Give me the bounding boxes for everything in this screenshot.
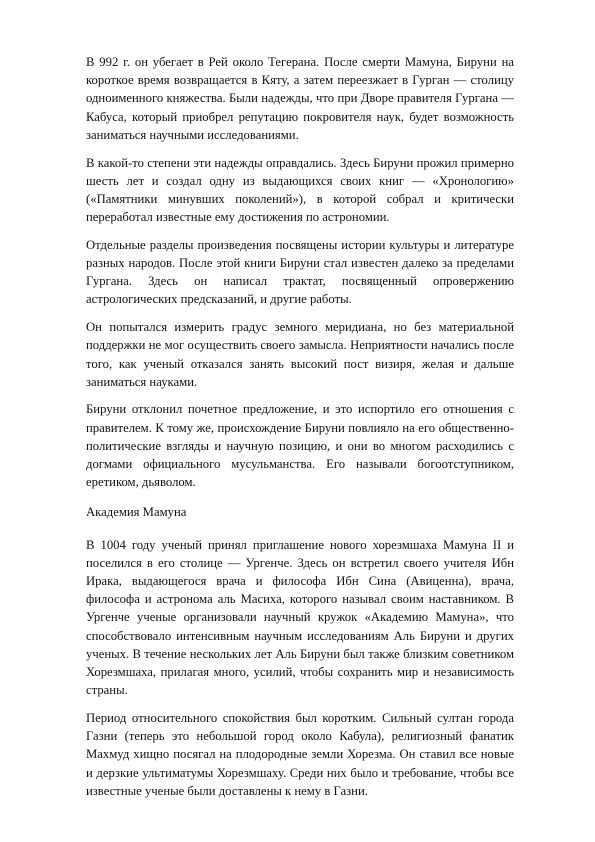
paragraph: Отдельные разделы произведения посвящены истории культуры и литературе разных народов. После этой книги Бируни стал известен далеко за пределами Гургана. Здесь он написал трактат, посвященный опровержению астрологических предсказаний, и другие работы. <box>86 237 514 307</box>
paragraph: В какой-то степени эти надежды оправдались. Здесь Бируни прожил примерно шесть лет и создал одну из выдающихся своих книг — «Хронологию» («Памятники минувших поколений»), в которой собрал и критически переработал известные ему достижения по астрономии. <box>86 155 514 225</box>
section-heading: Академия Мамуна <box>86 505 187 520</box>
paragraph: Период относительного спокойствия был коротким. Сильный султан города Газни (теперь это небольшой город около Кабула), религиозный фанатик Махмуд хищно посягал на плодородные земли Хорезма. Он ставил все новые и дерзкие ультиматумы Хорезмшаху. Среди них было и требование, чтобы все известные ученые были доставлены к нему в Газни. <box>86 711 514 798</box>
paragraph: В 992 г. он убегает в Рей около Тегерана. После смерти Мамуна, Бируни на короткое время возвращается в Кяту, а затем переезжает в Гурган — столицу одноименного княжества. Были надежды, что при Дворе правителя Гургана — Кабуса, который приобрел репутацию покровителя наук, будет возможность заниматься научными исследованиями. <box>86 55 514 142</box>
paragraph: Он попытался измерить градус земного меридиана, но без материальной поддержки не мог осуществить своего замысла. Неприятности начались после того, как ученый отказался занять высокий пост визиря, желая и дальше заниматься науками. <box>86 320 514 389</box>
document-body <box>86 53 514 810</box>
paragraph: Бируни отклонил почетное предложение, и это испортило его отношения с правителем. К тому же, происхождение Бируни повлияло на его общественно-политические взгляды и научную позицию, и они во многом расходились с догмами официального мусульманства. Его называли богоотступником, еретиком, дьяволом. <box>86 402 514 490</box>
paragraph: В 1004 году ученый принял приглашение нового хорезмшаха Мамуна II и поселился в его столице — Ургенче. Здесь он встретил своего учителя Ибн Ирака, выдающегося врача и философа Ибн Сина (Авиценна), врача, философа и астронома аль Масиха, которого называл своим наставником. В Ургенче ученые организовали научный кружок «Академию Мамуна», что способствовало интенсивным научным исследованиям Аль Бируни и других ученых. В течение нескольких лет Аль Бируни был также близким советником Хорезмшаха, прилагая много, усилий, чтобы сохранить мир и независимость страны. <box>86 537 514 698</box>
